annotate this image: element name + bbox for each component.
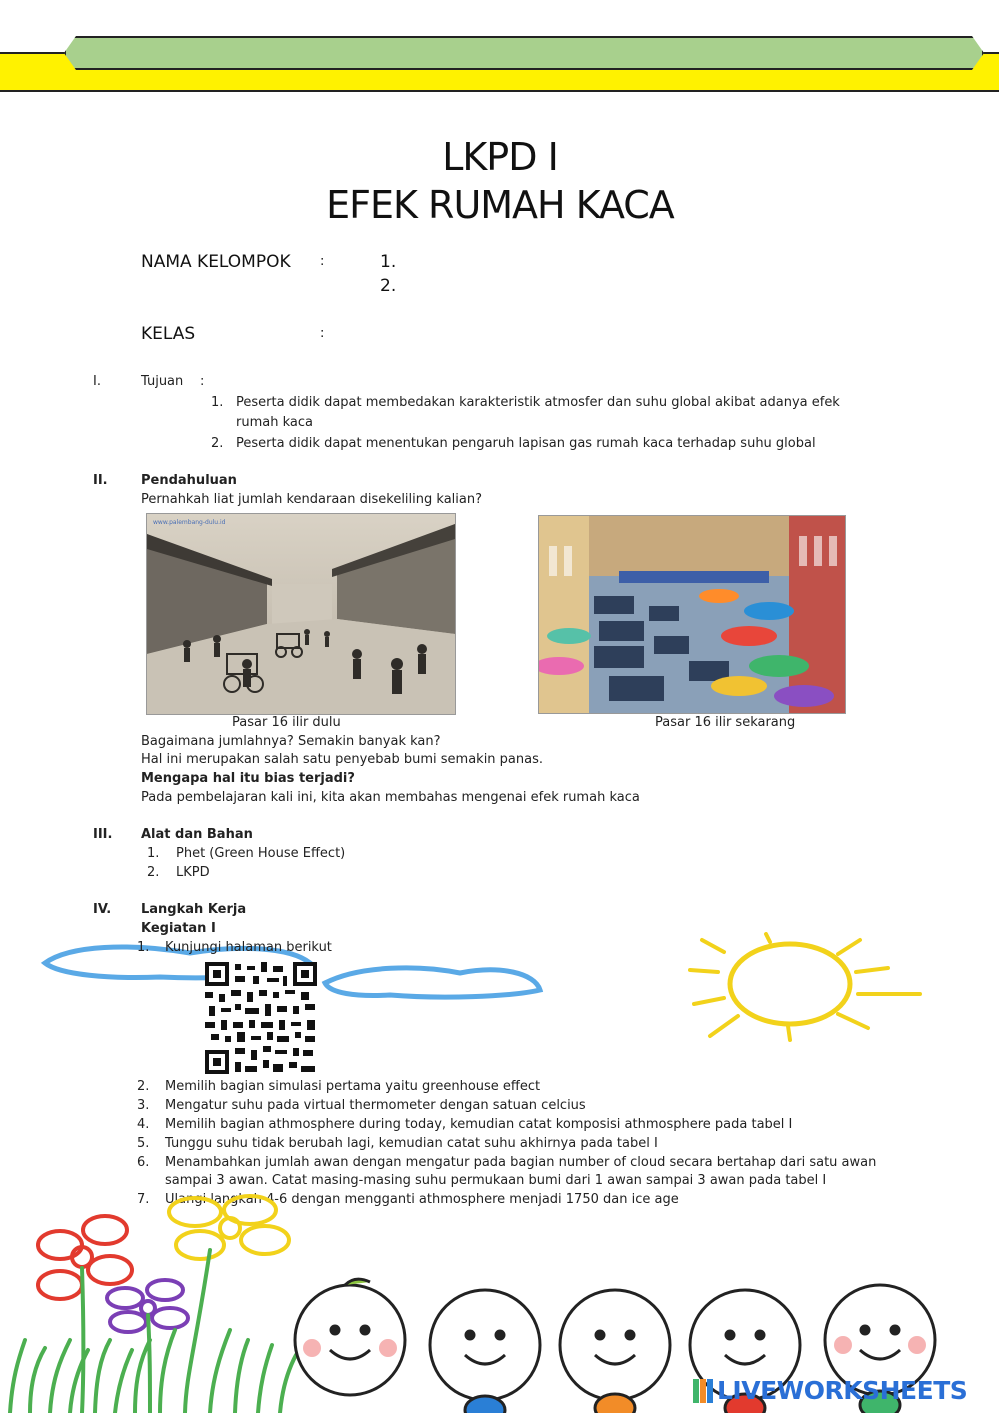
class-colon: : <box>320 326 325 341</box>
objective-2-number: 2. <box>211 436 224 451</box>
photo-current-market <box>538 515 846 714</box>
intro-paragraph-1: Bagaimana jumlahnya? Semakin banyak kan? <box>141 734 441 749</box>
caption-current-market: Pasar 16 ilir sekarang <box>655 715 796 730</box>
activity-1-title: Kegiatan I <box>141 921 216 936</box>
step-7-text: Ulangi langkah 4-6 dengan mengganti athmosphere menjadi 1750 dan ice age <box>165 1192 679 1207</box>
step-2-text: Memilih bagian simulasi pertama yaitu greenhouse effect <box>165 1079 541 1094</box>
step-1-number: 1. <box>137 940 150 955</box>
qr-code-icon[interactable] <box>205 962 317 1074</box>
kid-3-icon <box>560 1290 670 1413</box>
section-2-number: II. <box>93 473 108 488</box>
liveworksheets-logo-icon <box>693 1379 713 1403</box>
section-1-colon: : <box>200 374 205 389</box>
step-6-text: Menambahkan jumlah awan dengan mengatur pada bagian number of cloud secara bertahap dari satu awan <box>165 1155 877 1170</box>
step-6-number: 6. <box>137 1155 150 1170</box>
objective-1-text: Peserta didik dapat membedakan karakteristik atmosfer dan suhu global akibat adanya efek <box>236 395 840 410</box>
red-flower-icon <box>38 1216 132 1299</box>
step-6-text-cont: sampai 3 awan. Catat masing-masing suhu permukaan bumi dari 1 awan sampai 3 awan pada tabel I <box>165 1173 827 1188</box>
group-name-label: NAMA KELOMPOK <box>141 252 291 272</box>
section-2-title: Pendahuluan <box>141 473 237 488</box>
section-3-number: III. <box>93 827 113 842</box>
kid-1-icon <box>295 1279 405 1395</box>
kid-2-icon <box>430 1290 540 1413</box>
photo-old-market <box>146 513 456 715</box>
step-5-number: 5. <box>137 1136 150 1151</box>
material-2-text: LKPD <box>176 865 210 880</box>
step-1-text: Kunjungi halaman berikut <box>165 940 332 955</box>
material-1-number: 1. <box>147 846 160 861</box>
caption-old-market: Pasar 16 ilir dulu <box>232 715 341 730</box>
material-1-text: Phet (Green House Effect) <box>176 846 346 861</box>
sun-icon <box>688 932 928 1042</box>
section-4-title: Langkah Kerja <box>141 902 247 917</box>
photo-watermark: www.palembang-dulu.id <box>153 519 226 526</box>
yellow-flower-icon <box>169 1196 289 1259</box>
liveworksheets-logo[interactable] <box>693 1376 967 1405</box>
intro-paragraph-2: Hal ini merupakan salah satu penyebab bumi semakin panas. <box>141 752 544 767</box>
intro-question-bold: Mengapa hal itu bias terjadi? <box>141 771 355 786</box>
objective-1-text-cont: rumah kaca <box>236 415 313 430</box>
intro-question: Pernahkah liat jumlah kendaraan disekeliling kalian? <box>141 492 482 507</box>
step-3-text: Mengatur suhu pada virtual thermometer dengan satuan celcius <box>165 1098 586 1113</box>
page-title-line2: EFEK RUMAH KACA <box>326 183 674 227</box>
group-name-colon: : <box>320 254 325 269</box>
step-4-text: Memilih bagian athmosphere during today, kemudian catat komposisi athmosphere pada tabel I <box>165 1117 793 1132</box>
section-4-number: IV. <box>93 902 112 917</box>
step-3-number: 3. <box>137 1098 150 1113</box>
member-1-number: 1. <box>380 252 397 272</box>
header-banner-green <box>64 36 984 70</box>
page-title-line1: LKPD I <box>442 135 558 179</box>
objective-2-text: Peserta didik dapat menentukan pengaruh lapisan gas rumah kaca terhadap suhu global <box>236 436 816 451</box>
section-3-title: Alat dan Bahan <box>141 827 253 842</box>
objective-1-number: 1. <box>211 395 224 410</box>
step-7-number: 7. <box>137 1192 150 1207</box>
intro-paragraph-4: Pada pembelajaran kali ini, kita akan membahas mengenai efek rumah kaca <box>141 790 640 805</box>
liveworksheets-logo-text: LIVEWORKSHEETS <box>717 1376 968 1405</box>
class-label: KELAS <box>141 324 196 344</box>
section-1-number: I. <box>93 374 101 389</box>
step-2-number: 2. <box>137 1079 150 1094</box>
material-2-number: 2. <box>147 865 160 880</box>
step-4-number: 4. <box>137 1117 150 1132</box>
step-5-text: Tunggu suhu tidak berubah lagi, kemudian catat suhu akhirnya pada tabel I <box>165 1136 658 1151</box>
member-2-number: 2. <box>380 276 397 296</box>
section-1-title: Tujuan <box>141 374 184 389</box>
